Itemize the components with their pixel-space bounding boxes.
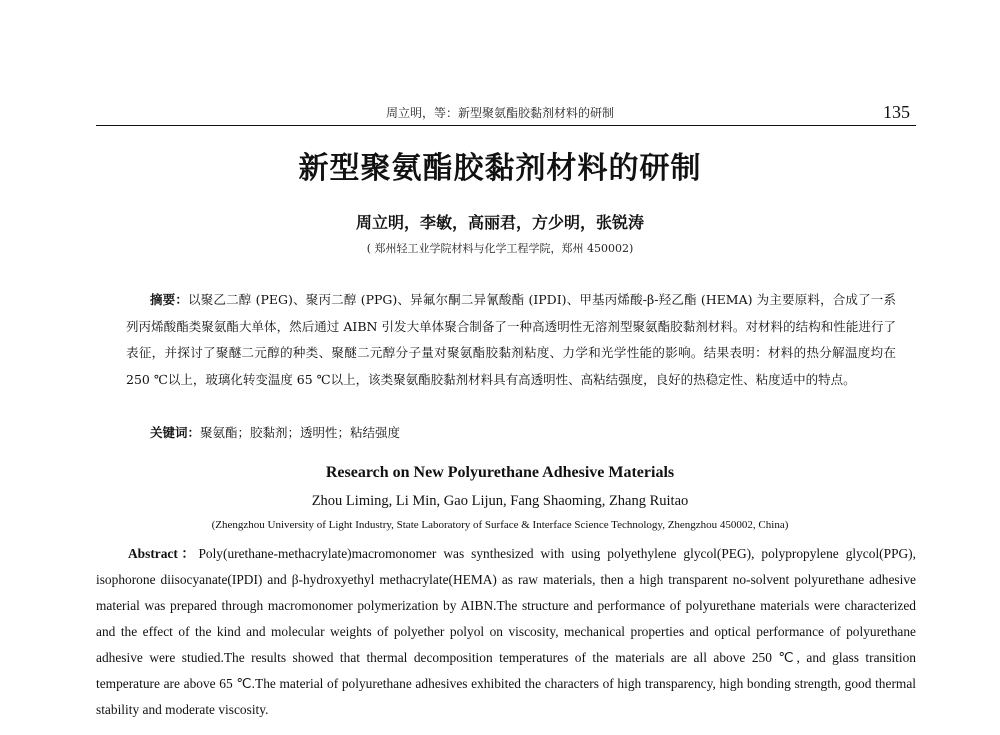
abstract-en-text: Poly(urethane-methacrylate)macromonomer was synthesized with using polyethylene glycol(PEG), polypropylene glycol(PPG), isophorone diisocyanate(IPDI) and β-hydroxyethyl methacrylate(HEMA) as raw materials, then a high transparent no-solvent polyurethane adhesive material was prepared through macromonomer polymerization by AIBN.The structure and performance of polyurethane materials were characterized and the effect of the kind and molecular weights of polyether polyol on viscosity, mechanical properties and optical performance of polyurethane adhesive were studied.The results showed that thermal decomposition temperatures of the materials are all above 250 ℃, and glass transition temperature are above 65 ℃.The material of polyurethane adhesives exhibited the characters of high transparency, high bonding strength, good thermal stability and moderate viscosity. — [96, 546, 916, 717]
keywords-cn — [150, 420, 890, 446]
affiliation-cn: ( 郑州轻工业学院材料与化学工程学院，郑州 450002) — [366, 242, 634, 255]
affiliation-en: (Zhengzhou University of Light Industry, State Laboratory of Surface & Interface Science Technology, Zhengzhou 450002, China) — [211, 519, 789, 531]
english-title: Research on New Polyurethane Adhesive Materials — [325, 464, 675, 481]
header-rule — [96, 125, 916, 126]
abstract-en — [96, 541, 916, 735]
abstract-cn-label: 摘要： — [150, 292, 189, 307]
keywords-cn-label: 关键词： — [150, 425, 201, 440]
abstract-cn — [126, 287, 896, 393]
page-number: 135 — [883, 102, 910, 122]
authors-cn: 周立明，李敏，高丽君，方少明，张锐涛 — [355, 213, 644, 232]
abstract-cn-text: 以聚乙二醇 (PEG)、聚丙二醇 (PPG)、异氟尔酮二异氰酸酯 (IPDI)、甲基丙烯酸-β-羟乙酯 (HEMA) 为主要原料，合成了一系列丙烯酸酯类聚氨酯大单体，然后通过 AIBN 引发大单体聚合制备了一种高透明性无溶剂型聚氨酯胶黏剂材料。对材料的结构和性能进行了表征，并探讨了聚醚二元醇的种类、聚醚二元醇分子量对聚氨酯胶黏剂粘度、力学和光学性能的影响。结果表明：材料的热分解温度均在 250 ℃以上，玻璃化转变温度 65 ℃以上，该类聚氨酯胶黏剂材料具有高透明性、高粘结强度，良好的热稳定性、粘度适中的特点。 — [126, 292, 896, 387]
page-title: 新型聚氨酯胶黏剂材料的研制 — [298, 151, 702, 186]
keywords-cn-text: 聚氨酯；胶黏剂；透明性；粘结强度 — [200, 425, 401, 440]
running-header: 周立明，等：新型聚氨酯胶黏剂材料的研制 — [385, 106, 614, 120]
authors-en: Zhou Liming, Li Min, Gao Lijun, Fang Shaoming, Zhang Ruitao — [311, 493, 689, 509]
abstract-en-label: Abstract： — [128, 546, 199, 561]
